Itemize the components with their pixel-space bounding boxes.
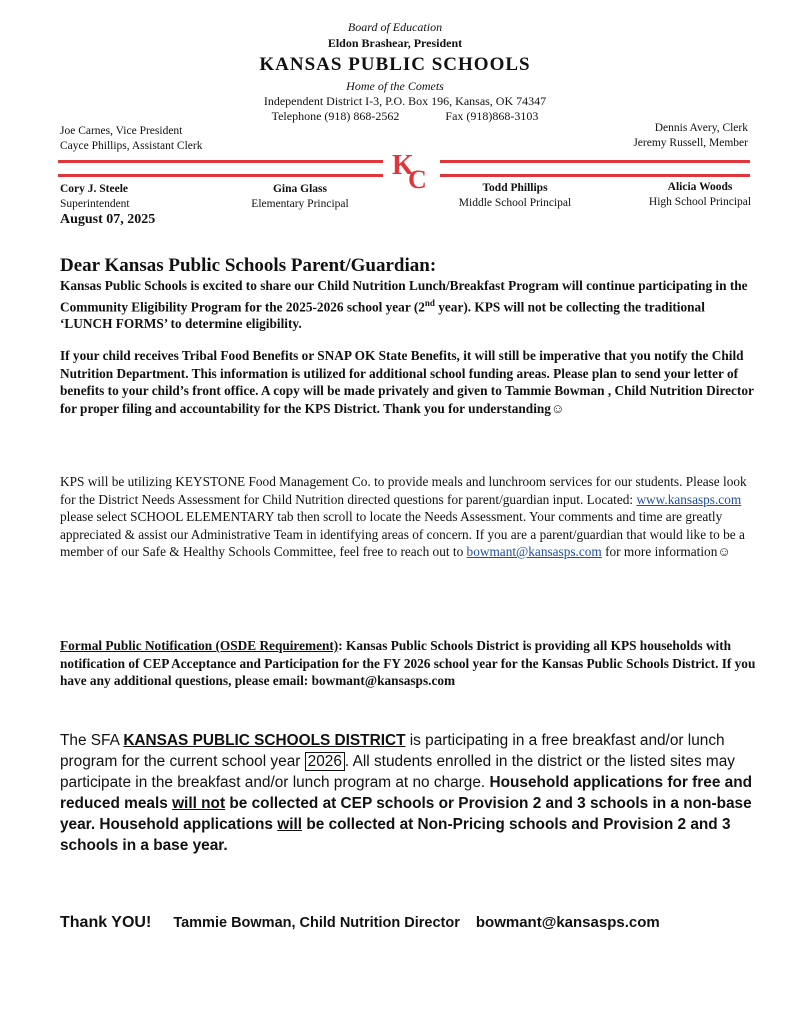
paragraph-cep-announcement bbox=[60, 277, 760, 333]
closing-line bbox=[60, 914, 660, 932]
osde-label: Formal Public Notification (OSDE Requirement) bbox=[60, 638, 339, 653]
officer-member: Jeremy Russell, Member bbox=[633, 137, 748, 149]
osde-text: Kansas Public Schools District is providing all KPS households with notification of CEP Acceptance and Participation for the FY 2026 school year for the Kansas Public Schools District. If you have any additional questions, please email: bowmant@kansasps.com bbox=[60, 638, 756, 688]
sfa-will-not: will not bbox=[172, 795, 226, 812]
sfa-bold-text-3: be collected at Non-Pricing schools and Provision 2 and 3 schools in a base year. bbox=[60, 816, 731, 854]
sfa-district-name: KANSAS PUBLIC SCHOOLS DISTRICT bbox=[123, 732, 406, 749]
sfa-bold-text-2: be collected at CEP schools or Provision 2 and 3 schools in a non-base year. Household applications bbox=[60, 795, 752, 833]
board-title: Board of Education bbox=[347, 20, 443, 34]
telephone: Telephone (918) 868-2562 bbox=[271, 109, 400, 123]
staff-title: Elementary Principal bbox=[251, 198, 349, 210]
staff-middle-school-principal bbox=[440, 181, 590, 211]
officer-clerk: Dennis Avery, Clerk bbox=[654, 122, 748, 134]
fax: Fax (918)868-3103 bbox=[445, 109, 539, 123]
header-rule-right-bottom bbox=[440, 174, 750, 177]
district-address: Independent District I-3, P.O. Box 196, Kansas, OK 74347 bbox=[263, 94, 547, 108]
staff-name: Cory J. Steele bbox=[60, 183, 129, 195]
staff-title: Middle School Principal bbox=[458, 197, 572, 209]
sfa-will: will bbox=[277, 816, 303, 833]
staff-name: Gina Glass bbox=[272, 183, 327, 195]
para3-text-middle: please select SCHOOL ELEMENTARY tab then scroll to locate the Needs Assessment. Your comments and time are greatly appreciated & assist our Administrative Team in identifying areas of concern. If you are a parent/guardian that would like to be a member of our Safe & Healthy Schools Committee, feel free to reach out to bbox=[60, 509, 745, 559]
svg-text:K: K bbox=[392, 150, 414, 181]
officer-vice-president: Joe Carnes, Vice President bbox=[60, 125, 183, 137]
letter-date: August 07, 2025 bbox=[60, 212, 156, 227]
paragraph-benefits: If your child receives Tribal Food Benefits or SNAP OK State Benefits, it will still be imperative that you notify the Child Nutrition Department. This information is utilized for additional school funding areas. Please plan to send your letter of benefits to your child’s front office. A copy will be made privately and given to Tammie Bowman , Child Nutrition Director for proper filing and accountability for the KPS District. Thank you for understanding☺ bbox=[60, 348, 754, 416]
header-rule-left-top bbox=[58, 160, 383, 163]
sfa-school-year: 2026 bbox=[305, 752, 345, 771]
staff-superintendent bbox=[60, 182, 130, 212]
school-motto: Home of the Comets bbox=[346, 79, 444, 93]
para3-text-end: for more information☺ bbox=[601, 544, 731, 559]
staff-name: Alicia Woods bbox=[667, 181, 733, 193]
officer-assistant-clerk: Cayce Phillips, Assistant Clerk bbox=[60, 140, 203, 152]
salutation: Dear Kansas Public Schools Parent/Guardian: bbox=[60, 255, 437, 276]
board-president: Eldon Brashear, President bbox=[327, 36, 463, 50]
sfa-bold-text: Household applications for free and reduced meals bbox=[60, 774, 753, 812]
svg-text:C: C bbox=[408, 165, 427, 192]
paragraph-sfa-statement bbox=[60, 730, 760, 856]
header-rule-left-bottom bbox=[58, 174, 383, 177]
para3-text: KPS will be utilizing KEYSTONE Food Management Co. to provide meals and lunchroom services for our students. Please look for the District Needs Assessment for Child Nutrition directed questions for parent/guardian input. Located: bbox=[60, 474, 747, 507]
signer: Tammie Bowman, Child Nutrition Director bbox=[173, 915, 460, 931]
email-link[interactable]: bowmant@kansasps.com bbox=[466, 544, 602, 559]
sfa-text: The SFA bbox=[60, 732, 124, 749]
kc-logo-icon bbox=[388, 148, 434, 192]
paragraph-osde-notification bbox=[60, 637, 760, 690]
closing-email: bowmant@kansasps.com bbox=[475, 914, 660, 931]
staff-high-school-principal bbox=[630, 180, 770, 210]
staff-elementary-principal bbox=[230, 182, 370, 212]
sfa-text-3: . All students enrolled in the district or the listed sites may participate in the breakfast and/or lunch program at no charge. bbox=[60, 753, 735, 791]
header-rule-right-top bbox=[440, 160, 750, 163]
para1-superscript: nd bbox=[424, 297, 435, 308]
paragraph-keystone bbox=[60, 473, 760, 561]
thank-you: Thank YOU! bbox=[60, 914, 152, 931]
school-name: KANSAS PUBLIC SCHOOLS bbox=[259, 54, 531, 75]
sfa-text-2: is participating in a free breakfast and/or lunch program for the current school year bbox=[60, 732, 725, 770]
para1-text-end: year). KPS will not be collecting the traditional ‘LUNCH FORMS’ to determine eligibility. bbox=[60, 298, 705, 332]
website-link[interactable]: www.kansasps.com bbox=[636, 491, 742, 507]
staff-name: Todd Phillips bbox=[482, 182, 548, 194]
osde-colon: : bbox=[338, 638, 343, 653]
para1-text: Kansas Public Schools is excited to share our Child Nutrition Lunch/Breakfast Program will continue participating in the Community Eligibility Program for the 2025-2026 school year (2 bbox=[60, 278, 748, 314]
staff-title: Superintendent bbox=[60, 198, 130, 210]
staff-title: High School Principal bbox=[648, 196, 752, 208]
